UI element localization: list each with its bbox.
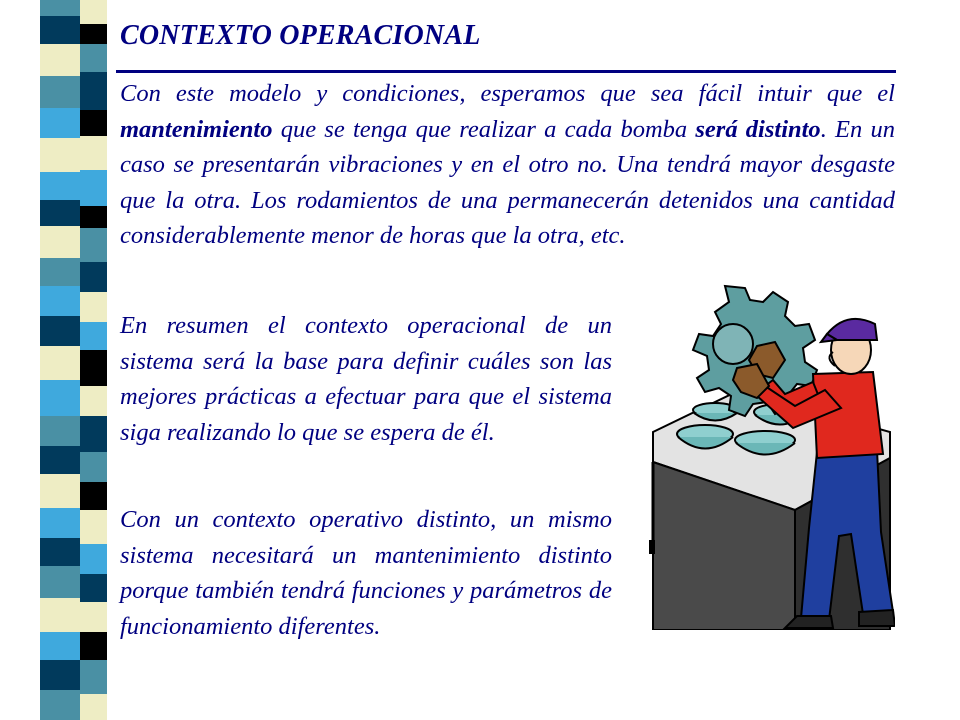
paragraph-different-context: Con un contexto operativo distinto, un mismo sistema necesitará un mantenimiento distinto porque también tendrá funciones y parámetros de funcionamiento diferentes. — [120, 506, 612, 640]
paragraph1-intro: Con este modelo y condiciones, esperamos que sea fácil intuir que el — [120, 80, 895, 107]
paragraph-summary: En resumen el contexto operacional de un sistema será la base para definir cuáles son las mejores prácticas a efectuar para que el sistema siga realizando lo que se espera de él. — [120, 312, 612, 446]
emphasis-sera-distinto: será distinto — [695, 115, 821, 143]
decorative-stripe-column-right — [80, 0, 107, 720]
paragraph1-middle: que se tenga que realizar a cada bomba — [272, 115, 696, 143]
slide-title: CONTEXTO OPERACIONAL — [120, 20, 481, 51]
emphasis-mantenimiento: mantenimiento — [120, 115, 273, 143]
paragraph1-rest: . En un caso se presentarán vibraciones y en el otro no. Una tendrá mayor desgaste que la otra. Los rodamientos de una permanecerán detenidos una cantidad considerablemente menor de horas que la otra, etc. — [120, 115, 895, 249]
title-underline — [116, 70, 896, 73]
paragraph-maintenance-context — [120, 76, 895, 254]
decorative-stripe-column-left — [40, 0, 80, 720]
worker-with-gear-illustration — [645, 282, 895, 630]
